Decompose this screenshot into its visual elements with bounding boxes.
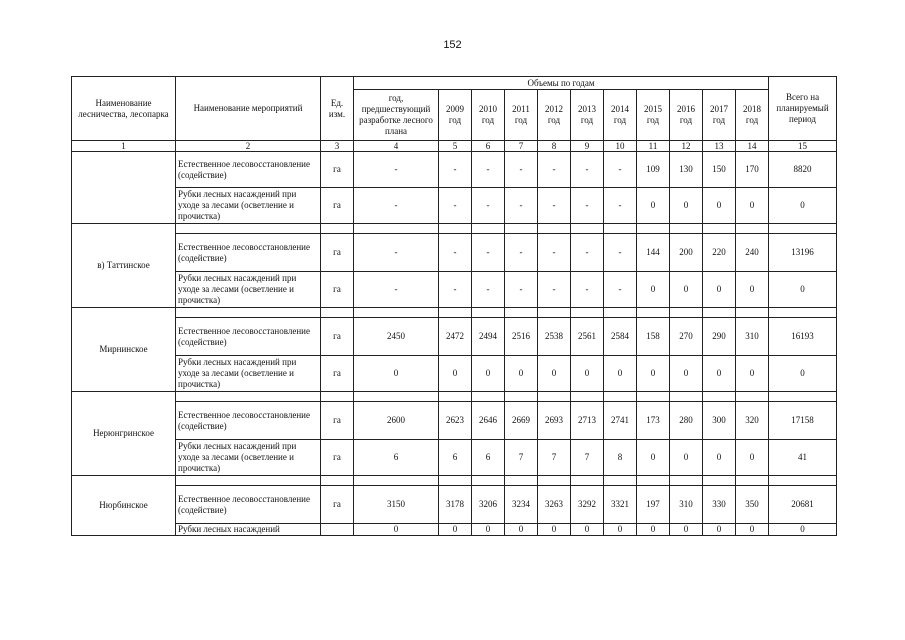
value-cell: 310 bbox=[670, 486, 703, 524]
value-cell: 2600 bbox=[354, 402, 439, 440]
activity-name: Рубки лесных насаждений при уходе за лесами (осветление и прочистка) bbox=[176, 440, 321, 476]
value-cell: 0 bbox=[505, 524, 538, 536]
forestry-name: Мирнинское bbox=[72, 308, 176, 392]
value-cell: 2741 bbox=[604, 402, 637, 440]
header-year: 2015 год bbox=[637, 90, 670, 141]
value-cell: 2516 bbox=[505, 318, 538, 356]
unit-cell: га bbox=[321, 318, 354, 356]
unit-cell: га bbox=[321, 152, 354, 188]
value-cell: 158 bbox=[637, 318, 670, 356]
value-cell: - bbox=[571, 272, 604, 308]
value-cell: 0 bbox=[703, 440, 736, 476]
table-row bbox=[72, 188, 837, 224]
value-cell: 2713 bbox=[571, 402, 604, 440]
empty-cell bbox=[736, 224, 769, 234]
unit-cell: га bbox=[321, 486, 354, 524]
value-cell: 41 bbox=[769, 440, 837, 476]
value-cell: 2693 bbox=[538, 402, 571, 440]
column-number: 7 bbox=[505, 141, 538, 152]
value-cell: 0 bbox=[670, 356, 703, 392]
value-cell: - bbox=[472, 188, 505, 224]
header-unit: Ед. изм. bbox=[321, 77, 354, 141]
empty-cell bbox=[736, 476, 769, 486]
value-cell: 0 bbox=[604, 356, 637, 392]
value-cell: - bbox=[439, 272, 472, 308]
empty-cell bbox=[439, 392, 472, 402]
empty-cell bbox=[604, 308, 637, 318]
header-year: 2014 год bbox=[604, 90, 637, 141]
activity-name: Естественное лесовосстановление (содействие) bbox=[176, 486, 321, 524]
value-cell: 350 bbox=[736, 486, 769, 524]
empty-cell bbox=[571, 308, 604, 318]
value-cell: 3321 bbox=[604, 486, 637, 524]
value-cell: - bbox=[472, 272, 505, 308]
empty-cell bbox=[769, 308, 837, 318]
value-cell: 200 bbox=[670, 234, 703, 272]
forestry-name bbox=[72, 152, 176, 224]
empty-cell bbox=[637, 392, 670, 402]
empty-cell bbox=[505, 476, 538, 486]
empty-cell bbox=[538, 308, 571, 318]
column-number: 14 bbox=[736, 141, 769, 152]
value-cell: 2538 bbox=[538, 318, 571, 356]
unit-cell: га bbox=[321, 402, 354, 440]
value-cell: 0 bbox=[571, 524, 604, 536]
activity-name: Рубки лесных насаждений при уходе за лесами (осветление и прочистка) bbox=[176, 356, 321, 392]
table-row bbox=[72, 318, 837, 356]
value-cell: 16193 bbox=[769, 318, 837, 356]
table-row bbox=[72, 402, 837, 440]
value-cell: - bbox=[472, 152, 505, 188]
empty-cell bbox=[769, 392, 837, 402]
header-year: 2009 год bbox=[439, 90, 472, 141]
activity-name: Рубки лесных насаждений bbox=[176, 524, 321, 536]
empty-cell bbox=[321, 392, 354, 402]
column-number: 1 bbox=[72, 141, 176, 152]
value-cell: 0 bbox=[472, 524, 505, 536]
value-cell: 2450 bbox=[354, 318, 439, 356]
unit-cell: га bbox=[321, 272, 354, 308]
activity-name: Естественное лесовосстановление (содействие) bbox=[176, 318, 321, 356]
value-cell: - bbox=[505, 272, 538, 308]
empty-cell bbox=[439, 308, 472, 318]
header-activity: Наименование мероприятий bbox=[176, 77, 321, 141]
column-number: 6 bbox=[472, 141, 505, 152]
empty-cell bbox=[354, 392, 439, 402]
activity-name: Естественное лесовосстановление (содействие) bbox=[176, 402, 321, 440]
header-forestry: Наименование лесничества, лесопарка bbox=[72, 77, 176, 141]
empty-cell bbox=[703, 308, 736, 318]
value-cell: 130 bbox=[670, 152, 703, 188]
value-cell: 0 bbox=[538, 524, 571, 536]
column-number: 10 bbox=[604, 141, 637, 152]
header-year: 2016 год bbox=[670, 90, 703, 141]
value-cell: 0 bbox=[670, 524, 703, 536]
value-cell: 0 bbox=[439, 524, 472, 536]
value-cell: 173 bbox=[637, 402, 670, 440]
value-cell: - bbox=[439, 152, 472, 188]
value-cell: 0 bbox=[703, 188, 736, 224]
unit-cell bbox=[321, 524, 354, 536]
header-year: 2010 год bbox=[472, 90, 505, 141]
column-number: 3 bbox=[321, 141, 354, 152]
value-cell: - bbox=[604, 234, 637, 272]
value-cell: 0 bbox=[637, 440, 670, 476]
value-cell: 7 bbox=[571, 440, 604, 476]
value-cell: 290 bbox=[703, 318, 736, 356]
value-cell: - bbox=[439, 188, 472, 224]
empty-cell bbox=[670, 224, 703, 234]
header-year: 2017 год bbox=[703, 90, 736, 141]
value-cell: 3206 bbox=[472, 486, 505, 524]
value-cell: 220 bbox=[703, 234, 736, 272]
empty-cell bbox=[354, 476, 439, 486]
value-cell: - bbox=[571, 188, 604, 224]
empty-cell bbox=[769, 224, 837, 234]
empty-cell bbox=[439, 476, 472, 486]
value-cell: - bbox=[571, 234, 604, 272]
empty-cell bbox=[604, 392, 637, 402]
empty-cell bbox=[670, 308, 703, 318]
header-total: Всего на планируемый период bbox=[769, 77, 837, 141]
forest-plan-table bbox=[71, 76, 837, 536]
header-year: 2013 год bbox=[571, 90, 604, 141]
table-row bbox=[72, 440, 837, 476]
column-number: 15 bbox=[769, 141, 837, 152]
value-cell: 300 bbox=[703, 402, 736, 440]
header-prev-year: год, предшествующий разработке лесного плана bbox=[354, 90, 439, 141]
column-number: 13 bbox=[703, 141, 736, 152]
forestry-name: Нерюнгринское bbox=[72, 392, 176, 476]
value-cell: 7 bbox=[538, 440, 571, 476]
value-cell: - bbox=[604, 272, 637, 308]
value-cell: - bbox=[538, 188, 571, 224]
spacer-row bbox=[72, 392, 837, 402]
value-cell: - bbox=[604, 152, 637, 188]
forestry-name: в) Таттинское bbox=[72, 224, 176, 308]
value-cell: - bbox=[571, 152, 604, 188]
value-cell: 0 bbox=[538, 356, 571, 392]
empty-cell bbox=[472, 308, 505, 318]
value-cell: 280 bbox=[670, 402, 703, 440]
empty-cell bbox=[736, 392, 769, 402]
empty-cell bbox=[736, 308, 769, 318]
forestry-name: Нюрбинское bbox=[72, 476, 176, 536]
value-cell: 2623 bbox=[439, 402, 472, 440]
value-cell: 197 bbox=[637, 486, 670, 524]
value-cell: 0 bbox=[637, 524, 670, 536]
value-cell: 3292 bbox=[571, 486, 604, 524]
value-cell: 0 bbox=[703, 524, 736, 536]
value-cell: 17158 bbox=[769, 402, 837, 440]
value-cell: 0 bbox=[703, 272, 736, 308]
value-cell: 0 bbox=[769, 356, 837, 392]
header-year: 2011 год bbox=[505, 90, 538, 141]
empty-cell bbox=[505, 392, 538, 402]
column-number: 11 bbox=[637, 141, 670, 152]
column-number: 9 bbox=[571, 141, 604, 152]
empty-cell bbox=[538, 476, 571, 486]
empty-cell bbox=[176, 224, 321, 234]
empty-cell bbox=[176, 476, 321, 486]
value-cell: 3263 bbox=[538, 486, 571, 524]
spacer-row bbox=[72, 224, 837, 234]
value-cell: 2494 bbox=[472, 318, 505, 356]
value-cell: - bbox=[505, 234, 538, 272]
value-cell: 0 bbox=[703, 356, 736, 392]
value-cell: 0 bbox=[604, 524, 637, 536]
empty-cell bbox=[703, 224, 736, 234]
column-number: 5 bbox=[439, 141, 472, 152]
empty-cell bbox=[703, 392, 736, 402]
empty-cell bbox=[505, 308, 538, 318]
table-row bbox=[72, 234, 837, 272]
value-cell: 0 bbox=[670, 188, 703, 224]
value-cell: 7 bbox=[505, 440, 538, 476]
value-cell: - bbox=[354, 234, 439, 272]
value-cell: - bbox=[604, 188, 637, 224]
value-cell: 0 bbox=[736, 188, 769, 224]
value-cell: 0 bbox=[354, 524, 439, 536]
activity-name: Рубки лесных насаждений при уходе за лесами (осветление и прочистка) bbox=[176, 272, 321, 308]
header-volumes: Объемы по годам bbox=[354, 77, 769, 90]
value-cell: 0 bbox=[571, 356, 604, 392]
unit-cell: га bbox=[321, 440, 354, 476]
empty-cell bbox=[571, 392, 604, 402]
value-cell: - bbox=[354, 272, 439, 308]
value-cell: - bbox=[354, 188, 439, 224]
value-cell: 8 bbox=[604, 440, 637, 476]
value-cell: 6 bbox=[439, 440, 472, 476]
empty-cell bbox=[637, 476, 670, 486]
value-cell: 240 bbox=[736, 234, 769, 272]
value-cell: 13196 bbox=[769, 234, 837, 272]
value-cell: 170 bbox=[736, 152, 769, 188]
empty-cell bbox=[472, 476, 505, 486]
value-cell: - bbox=[538, 152, 571, 188]
unit-cell: га bbox=[321, 356, 354, 392]
value-cell: 320 bbox=[736, 402, 769, 440]
empty-cell bbox=[769, 476, 837, 486]
empty-cell bbox=[354, 224, 439, 234]
value-cell: 144 bbox=[637, 234, 670, 272]
empty-cell bbox=[538, 224, 571, 234]
empty-cell bbox=[604, 224, 637, 234]
value-cell: 3178 bbox=[439, 486, 472, 524]
value-cell: 109 bbox=[637, 152, 670, 188]
value-cell: 2669 bbox=[505, 402, 538, 440]
value-cell: 6 bbox=[354, 440, 439, 476]
activity-name: Рубки лесных насаждений при уходе за лесами (осветление и прочистка) bbox=[176, 188, 321, 224]
value-cell: 8820 bbox=[769, 152, 837, 188]
value-cell: 3150 bbox=[354, 486, 439, 524]
empty-cell bbox=[354, 308, 439, 318]
value-cell: 2646 bbox=[472, 402, 505, 440]
value-cell: 6 bbox=[472, 440, 505, 476]
value-cell: 330 bbox=[703, 486, 736, 524]
header-year: 2018 год bbox=[736, 90, 769, 141]
empty-cell bbox=[703, 476, 736, 486]
empty-cell bbox=[472, 392, 505, 402]
value-cell: 0 bbox=[505, 356, 538, 392]
empty-cell bbox=[321, 476, 354, 486]
empty-cell bbox=[439, 224, 472, 234]
empty-cell bbox=[670, 476, 703, 486]
value-cell: 0 bbox=[769, 188, 837, 224]
empty-cell bbox=[637, 308, 670, 318]
table-row bbox=[72, 356, 837, 392]
value-cell: 0 bbox=[769, 524, 837, 536]
empty-cell bbox=[604, 476, 637, 486]
spacer-row bbox=[72, 308, 837, 318]
value-cell: 0 bbox=[637, 356, 670, 392]
table-row bbox=[72, 272, 837, 308]
value-cell: 0 bbox=[769, 272, 837, 308]
value-cell: 0 bbox=[439, 356, 472, 392]
empty-cell bbox=[670, 392, 703, 402]
empty-cell bbox=[472, 224, 505, 234]
value-cell: - bbox=[505, 152, 538, 188]
value-cell: 0 bbox=[736, 356, 769, 392]
value-cell: - bbox=[538, 234, 571, 272]
empty-cell bbox=[571, 476, 604, 486]
column-number: 8 bbox=[538, 141, 571, 152]
activity-name: Естественное лесовосстановление (содействие) bbox=[176, 234, 321, 272]
empty-cell bbox=[538, 392, 571, 402]
table-row bbox=[72, 152, 837, 188]
value-cell: - bbox=[472, 234, 505, 272]
value-cell: 2472 bbox=[439, 318, 472, 356]
unit-cell: га bbox=[321, 234, 354, 272]
column-number: 12 bbox=[670, 141, 703, 152]
value-cell: 0 bbox=[354, 356, 439, 392]
column-number: 2 bbox=[176, 141, 321, 152]
page-number: 152 bbox=[443, 39, 462, 51]
value-cell: - bbox=[505, 188, 538, 224]
value-cell: 0 bbox=[736, 524, 769, 536]
value-cell: 0 bbox=[736, 272, 769, 308]
value-cell: 2584 bbox=[604, 318, 637, 356]
value-cell: - bbox=[538, 272, 571, 308]
empty-cell bbox=[321, 308, 354, 318]
empty-cell bbox=[321, 224, 354, 234]
empty-cell bbox=[176, 308, 321, 318]
empty-cell bbox=[571, 224, 604, 234]
value-cell: 2561 bbox=[571, 318, 604, 356]
table-row bbox=[72, 486, 837, 524]
value-cell: 0 bbox=[472, 356, 505, 392]
empty-cell bbox=[637, 224, 670, 234]
column-number: 4 bbox=[354, 141, 439, 152]
value-cell: - bbox=[354, 152, 439, 188]
value-cell: 0 bbox=[637, 188, 670, 224]
value-cell: 0 bbox=[670, 440, 703, 476]
spacer-row bbox=[72, 476, 837, 486]
empty-cell bbox=[505, 224, 538, 234]
table-row bbox=[72, 524, 837, 536]
value-cell: 3234 bbox=[505, 486, 538, 524]
value-cell: 310 bbox=[736, 318, 769, 356]
value-cell: 20681 bbox=[769, 486, 837, 524]
header-year: 2012 год bbox=[538, 90, 571, 141]
value-cell: - bbox=[439, 234, 472, 272]
value-cell: 0 bbox=[637, 272, 670, 308]
empty-cell bbox=[176, 392, 321, 402]
activity-name: Естественное лесовосстановление (содействие) bbox=[176, 152, 321, 188]
value-cell: 0 bbox=[670, 272, 703, 308]
value-cell: 0 bbox=[736, 440, 769, 476]
value-cell: 270 bbox=[670, 318, 703, 356]
value-cell: 150 bbox=[703, 152, 736, 188]
unit-cell: га bbox=[321, 188, 354, 224]
